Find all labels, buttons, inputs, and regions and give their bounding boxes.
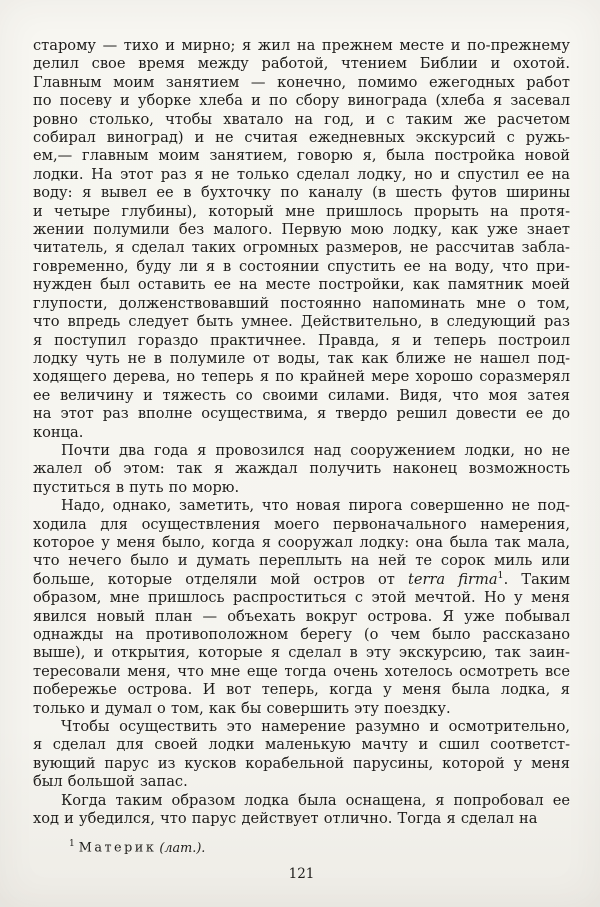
text-line: жении полумили без малого. Первую мою лодку, как уже знает (33, 221, 570, 239)
text-line: я поступил гораздо практичнее. Правда, я и теперь построил (33, 331, 570, 349)
text-line: больше, которые отделяли мой остров от terra firma$^1$. Таким (33, 569, 571, 588)
text-line: читатель, я сделал таких огромных размеров, не рассчитав забла- (33, 239, 570, 257)
paragraph (33, 37, 570, 442)
text-line: Когда таким образом лодка была оснащена, я попробовал ее (61, 791, 570, 809)
text-line: Почти два года я провозился над сооружением лодки, но не (61, 441, 570, 459)
text-line: Главным моим занятием — конечно, помимо ежегодных работ (33, 73, 570, 91)
paragraph (33, 497, 570, 718)
text-line: ее величину и тяжесть со своими силами. Видя, что моя затея (33, 386, 570, 404)
text-line: лодку чуть не в полумиле от воды, так как ближе не нашел под- (33, 349, 570, 367)
text-line: воду: я вывел ее в бухточку по каналу (в шесть футов ширины (33, 184, 570, 202)
text-line: и четыре глубины), который мне пришлось прорыть на протя- (33, 202, 570, 220)
text-line: говременно, буду ли я в состоянии спустить ее на воду, что при- (33, 257, 570, 275)
text-line: собирал виноград) и не считая ежедневных экскурсий с ружь- (33, 129, 570, 147)
text-line: по посеву и уборке хлеба и по сбору винограда (хлеба я засевал (33, 92, 570, 110)
text-block (33, 37, 570, 828)
text-line: ходила для осуществления моего первоначального намерения, (33, 515, 570, 533)
text-line: образом, мне пришлось распроститься с этой мечтой. Но у меня (33, 589, 570, 607)
text-line: конца. (33, 423, 84, 441)
text-line: нужден был оставить ее на месте постройки, как памятник моей (33, 276, 570, 294)
text-line: на этот раз вполне осуществима, я твердо решил довести ее до (33, 405, 570, 423)
text-line: ход и убедился, что парус действует отлично. Тогда я сделал на (33, 810, 538, 828)
text-line: что нечего было и думать переплыть на ней те сорок миль или (33, 552, 570, 570)
text-line: явился новый план — объехать вокруг острова. Я уже побывал (33, 607, 570, 625)
paragraph (33, 442, 570, 497)
paragraph (33, 792, 570, 829)
paragraph (33, 718, 570, 792)
text-line: что впредь следует быть умнее. Действительно, в следующий раз (33, 313, 570, 331)
footnote (33, 836, 570, 856)
text-line: тересовали меня, что мне еще тогда очень хотелось осмотреть все (33, 662, 570, 680)
text-line: вующий парус из кусков корабельной парусины, которой у меня (33, 754, 570, 772)
text-line: лодки. На этот раз я не только сделал лодку, но и спустил ее на (33, 165, 570, 183)
text-line: Чтобы осуществить это намерение разумно и осмотрительно, (61, 718, 570, 736)
text-line: ходящего дерева, но теперь я по крайней мере хорошо соразмерял (33, 368, 570, 386)
footnote-marker: 1 (69, 839, 75, 850)
text-line: однажды на противоположном берегу (о чем было рассказано (33, 626, 570, 643)
text-line: был большой запас. (33, 773, 188, 791)
text-line: Надо, однако, заметить, что новая пирога совершенно не под- (61, 497, 570, 515)
text-line: побережье острова. И вот теперь, когда у меня была лодка, я (33, 681, 570, 699)
footnote-note: (лат.). (159, 840, 206, 856)
text-line: только и думал о том, как бы совершить эту поездку. (33, 699, 451, 717)
footnote-term: Материк (78, 840, 157, 856)
text-line: глупости, долженствовавший постоянно напоминать мне о том, (33, 294, 570, 312)
text-line: ем,— главным моим занятием, говорю я, была постройка новой (33, 147, 570, 165)
text-line: которое у меня было, когда я сооружал лодку: она была так мала, (33, 533, 570, 551)
page-number: 121 (288, 865, 315, 882)
text-line: выше), и открытия, которые я сделал в эту экскурсию, так заин- (33, 644, 570, 662)
text-line: пуститься в путь по морю. (33, 478, 240, 496)
text-line: старому — тихо и мирно; я жил на прежнем месте и по-прежнему (33, 37, 570, 54)
text-line: жалел об этом: так я жаждал получить наконец возможность (33, 460, 570, 478)
text-line: ровно столько, чтобы хватало на год, и с таким же расчетом (33, 110, 570, 128)
text-line: делил свое время между работой, чтением Библии и охотой. (33, 55, 570, 73)
text-line: я сделал для своей лодки маленькую мачту и сшил соответст- (33, 736, 570, 754)
